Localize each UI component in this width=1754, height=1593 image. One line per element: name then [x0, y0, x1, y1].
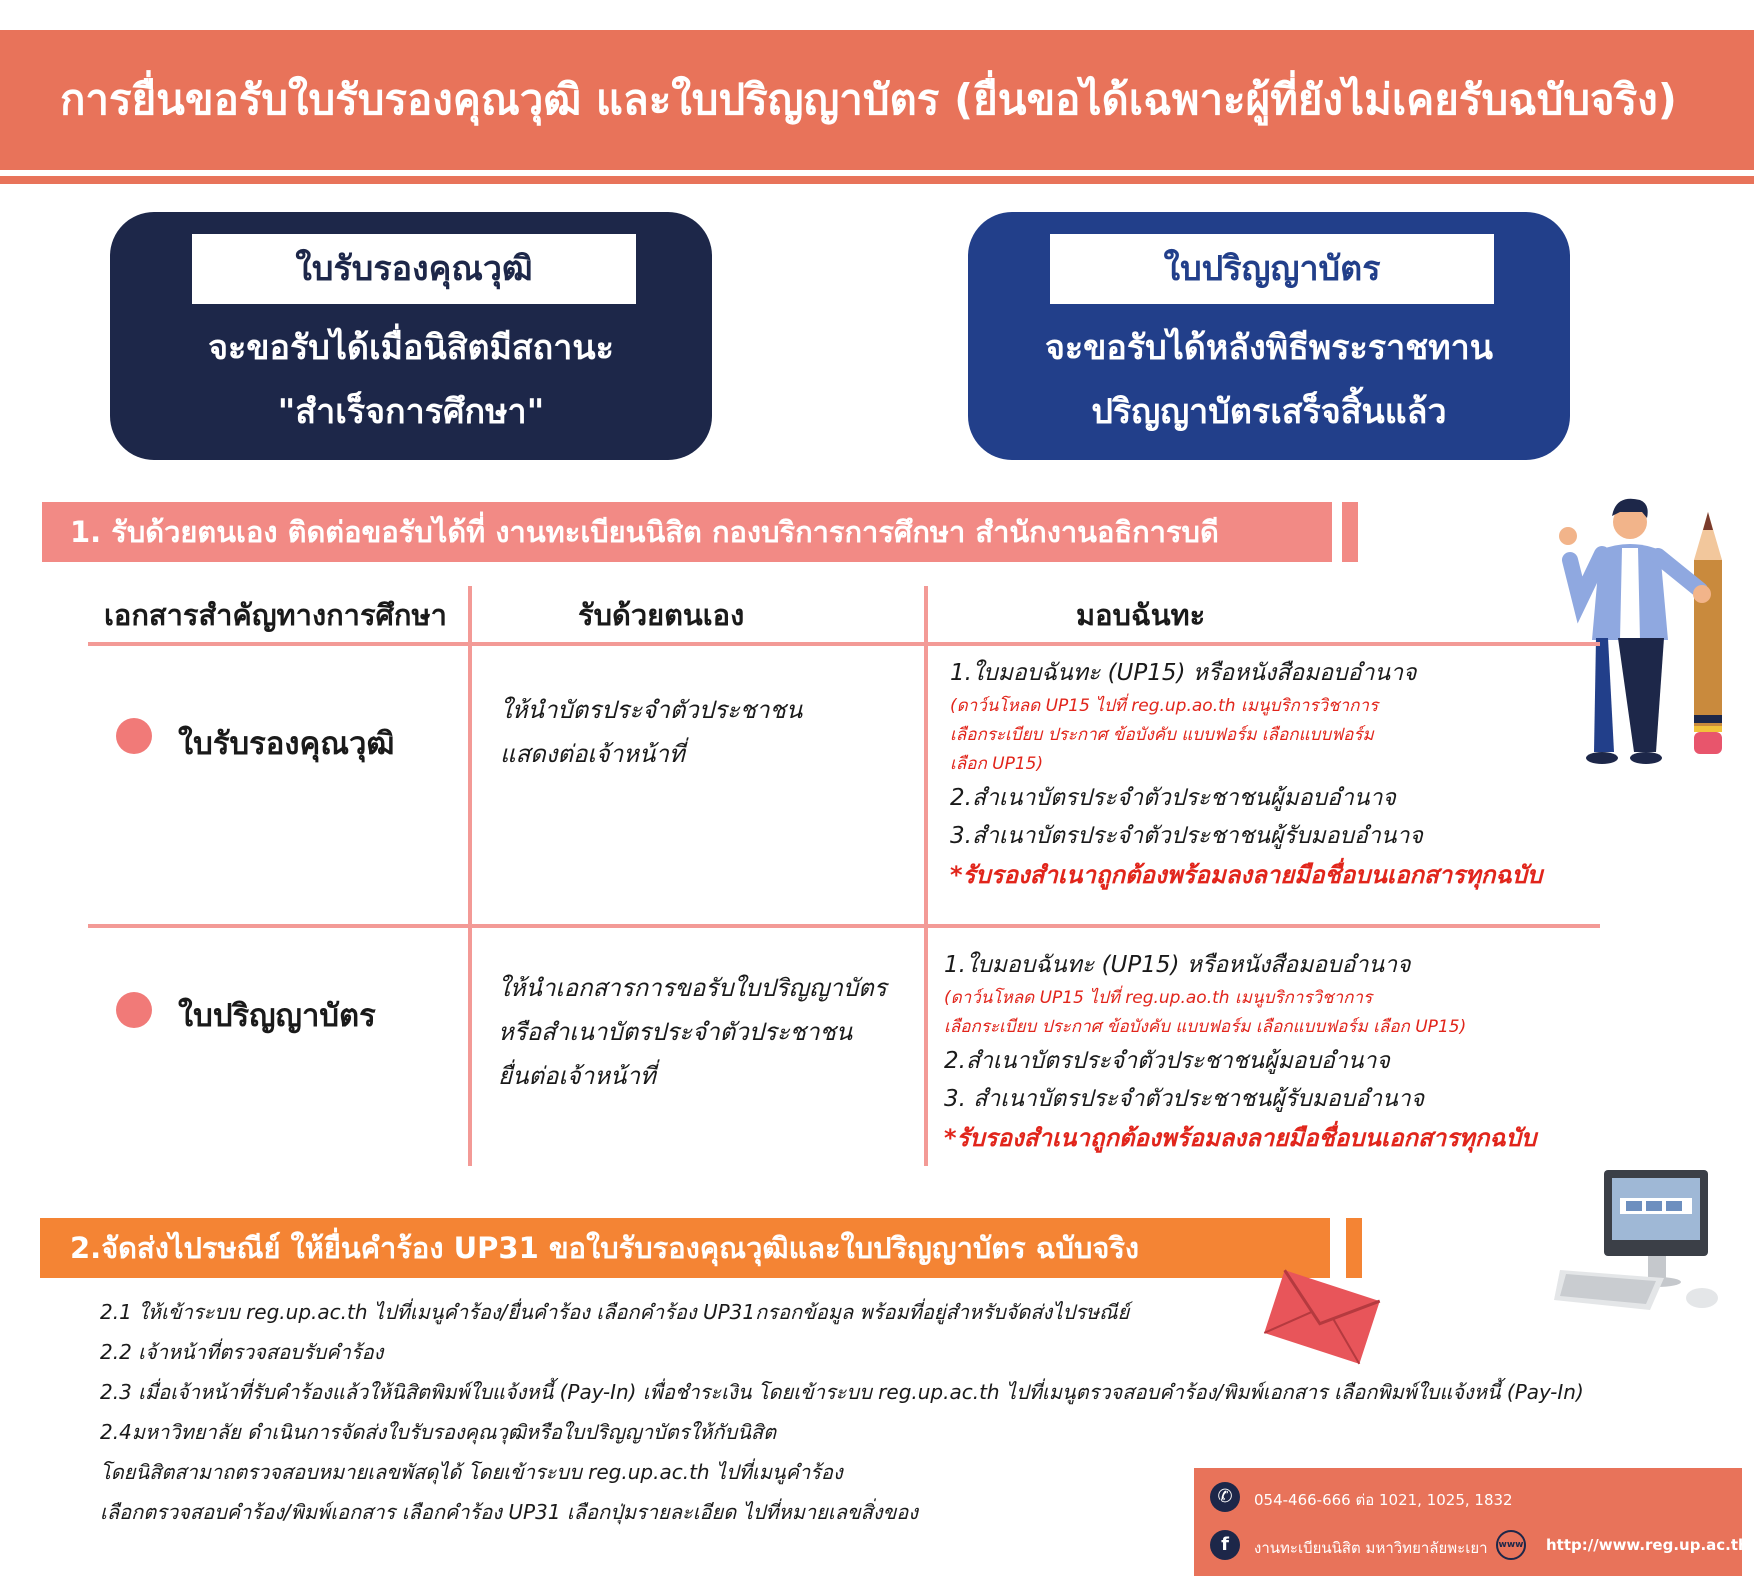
card-degree-line2: ปริญญาบัตรเสร็จสิ้นแล้ว	[1091, 392, 1447, 432]
row1-proxy-warning: *รับรองสำเนาถูกต้องพร้อมลงลายมือชื่อบนเอกสารทุกฉบับ	[950, 861, 1543, 889]
row2-proxy	[944, 946, 1536, 1158]
step-2-4-line3: เลือกตรวจสอบคำร้อง/พิมพ์เอกสาร เลือกคำร้อง UP31 เลือกปุ่มรายละเอียด ไปที่หมายเลขสิ่งของ	[100, 1500, 919, 1524]
row2-proxy-note1: (ดาว์นโหลด UP15 ไปที่ reg.up.ao.th เมนูบริการวิชาการ	[944, 988, 1373, 1008]
contact-box	[1194, 1468, 1749, 1576]
person-with-pencil-illustration	[1550, 490, 1750, 780]
step-2-1: 2.1 ให้เข้าระบบ reg.up.ac.th ไปที่เมนูคำร้อง/ยื่นคำร้อง เลือกคำร้อง UP31กรอกข้อมูล พร้อมที่อยู่สำหรับจัดส่งไปรษณีย์	[100, 1300, 1130, 1324]
card-certificate	[110, 212, 712, 460]
card-degree-label: ใบปริญญาบัตร	[1050, 234, 1494, 304]
section2-title: 2.จัดส่งไปรษณีย์ ให้ยื่นคำร้อง UP31 ขอใบรับรองคุณวุฒิและใบปริญญาบัตร ฉบับจริง	[70, 1231, 1140, 1265]
contact-website[interactable]: http://www.reg.up.ac.th	[1546, 1536, 1749, 1554]
facebook-icon[interactable]: f	[1210, 1530, 1240, 1560]
step-2-3: 2.3 เมื่อเจ้าหน้าที่รับคำร้องแล้วให้นิสิตพิมพ์ใบแจ้งหนี้ (Pay-In) เพื่อชำระเงิน โดยเข้าระบบ reg.up.ac.th ไปที่เมนูตรวจสอบคำร้อง/พิมพ์เอกสาร เลือกพิมพ์ใบแจ้งหนี้ (Pay-In)	[100, 1380, 1584, 1404]
contact-phone: 054-466-666 ต่อ 1021, 1025, 1832	[1254, 1491, 1513, 1509]
bullet-dot	[116, 992, 152, 1028]
card-degree	[968, 212, 1570, 460]
step-2-4: 2.4มหาวิทยาลัย ดำเนินการจัดส่งใบรับรองคุณวุฒิหรือใบปริญญาบัตรให้กับนิสิต	[100, 1420, 777, 1444]
table-col-divider-1	[468, 586, 472, 1166]
row2-proxy-warning: *รับรองสำเนาถูกต้องพร้อมลงลายมือชื่อบนเอกสารทุกฉบับ	[944, 1124, 1537, 1152]
section1-bar-tick	[1342, 502, 1358, 562]
th-document: เอกสารสำคัญทางการศึกษา	[104, 598, 447, 632]
row1-document: ใบรับรองคุณวุฒิ	[178, 726, 395, 762]
th-self: รับด้วยตนเอง	[578, 598, 745, 632]
row1-proxy-note2: เลือกระเบียบ ประกาศ ข้อบังคับ แบบฟอร์ม เลือกแบบฟอร์ม	[950, 725, 1374, 745]
computer-icon	[1554, 1168, 1744, 1318]
card-degree-line1: จะขอรับได้หลังพิธีพระราชทาน	[1045, 328, 1493, 368]
phone-icon: ✆	[1210, 1482, 1240, 1512]
bullet-dot	[116, 718, 152, 754]
card-certificate-line2: "สำเร็จการศึกษา"	[277, 392, 545, 432]
row1-proxy-note1: (ดาว์นโหลด UP15 ไปที่ reg.up.ao.th เมนูบริการวิชาการ	[950, 696, 1379, 716]
row2-self: ให้นำเอกสารการขอรับใบปริญญาบัตร หรือสำเนาบัตรประจำตัวประชาชน ยื่นต่อเจ้าหน้าที่	[498, 974, 887, 1090]
row2-proxy-item2: 2.สำเนาบัตรประจำตัวประชาชนผู้มอบอำนาจ	[944, 1048, 1390, 1074]
row2-proxy-item1: 1.ใบมอบฉันทะ (UP15) หรือหนังสือมอบอำนาจ	[944, 952, 1411, 978]
card-certificate-line1: จะขอรับได้เมื่อนิสิตมีสถานะ	[208, 328, 614, 368]
globe-icon: www	[1496, 1530, 1526, 1560]
row2-document: ใบปริญญาบัตร	[178, 998, 376, 1034]
row1-proxy-item1: 1.ใบมอบฉันทะ (UP15) หรือหนังสือมอบอำนาจ	[950, 660, 1417, 686]
table-row-divider	[88, 924, 1600, 928]
row2-proxy-note2: เลือกระเบียบ ประกาศ ข้อบังคับ แบบฟอร์ม เลือกแบบฟอร์ม เลือก UP15)	[944, 1017, 1467, 1037]
row1-self: ให้นำบัตรประจำตัวประชาชน แสดงต่อเจ้าหน้าที่	[500, 696, 803, 768]
section1-title: 1. รับด้วยตนเอง ติดต่อขอรับได้ที่ งานทะเบียนนิสิต กองบริการการศึกษา สำนักงานอธิการบดี	[70, 515, 1219, 549]
table-header-line	[88, 642, 1600, 646]
card-certificate-label: ใบรับรองคุณวุฒิ	[192, 234, 636, 304]
table-col-divider-2	[924, 586, 928, 1166]
row1-proxy-note3: เลือก UP15)	[950, 754, 1044, 774]
step-2-2: 2.2 เจ้าหน้าที่ตรวจสอบรับคำร้อง	[100, 1340, 384, 1364]
step-2-4-line2: โดยนิสิตสามาถตรวจสอบหมายเลขพัสดุได้ โดยเข้าระบบ reg.up.ac.th ไปที่เมนูคำร้อง	[100, 1460, 843, 1484]
header-underline	[0, 176, 1754, 184]
row2-proxy-item3: 3. สำเนาบัตรประจำตัวประชาชนผู้รับมอบอำนาจ	[944, 1086, 1425, 1112]
row1-proxy-item3: 3.สำเนาบัตรประจำตัวประชาชนผู้รับมอบอำนาจ	[950, 823, 1423, 849]
envelope-icon	[1262, 1262, 1382, 1372]
row1-proxy	[950, 654, 1542, 895]
page-title: การยื่นขอรับใบรับรองคุณวุฒิ และใบปริญญาบัตร (ยื่นขอได้เฉพาะผู้ที่ยังไม่เคยรับฉบับจริง)	[60, 75, 1677, 124]
contact-facebook[interactable]: งานทะเบียนนิสิต มหาวิทยาลัยพะเยา	[1254, 1539, 1488, 1557]
th-proxy: มอบฉันทะ	[1076, 598, 1206, 632]
row1-proxy-item2: 2.สำเนาบัตรประจำตัวประชาชนผู้มอบอำนาจ	[950, 785, 1396, 811]
